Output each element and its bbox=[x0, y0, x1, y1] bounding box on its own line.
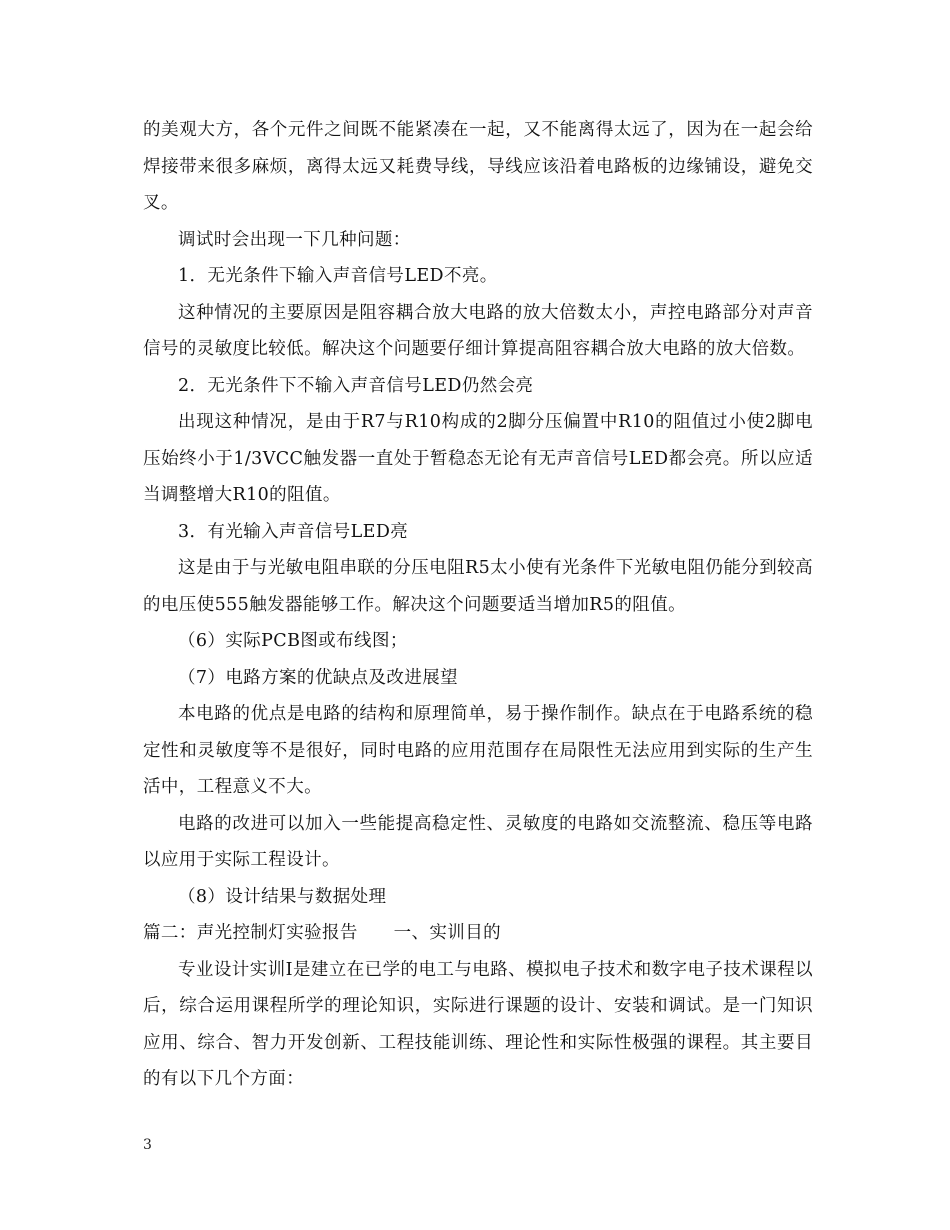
problem-3-heading: 3．有光输入声音信号LED亮 bbox=[178, 521, 409, 542]
paragraph-debug-intro: 调试时会出现一下几种问题： bbox=[178, 229, 411, 250]
chapter-2-heading: 篇二：声光控制灯实验报告 一、实训目的 bbox=[143, 923, 501, 943]
pros-cons-paragraph: 本电路的优点是电路的结构和原理简单，易于操作制作。缺点在于电路系统的稳定性和灵敏度等不是很好，同时电路的应用范围存在局限性无法应用到实际的生产生活中，工程意义不大。 bbox=[143, 704, 813, 797]
problem-1-explanation: 这种情况的主要原因是阻容耦合放大电路的放大倍数太小，声控电路部分对声音信号的灵敏度比较低。解决这个问题要仔细计算提高阻容耦合放大电路的放大倍数。 bbox=[143, 302, 813, 359]
section-8-heading: （8）设计结果与数据处理 bbox=[178, 886, 387, 907]
training-purpose-paragraph: 专业设计实训Ⅰ是建立在已学的电工与电路、模拟电子技术和数字电子技术课程以后，综合运用课程所学的理论知识，实际进行课题的设计、安装和调试。是一门知识应用、综合、智力开发创新、工程技能训练、理论性和实际性极强的课程。其主要目的有以下几个方面： bbox=[143, 959, 813, 1089]
problem-3-explanation: 这是由于与光敏电阻串联的分压电阻R5太小使有光条件下光敏电阻仍能分到较高的电压使555触发器能够工作。解决这个问题要适当增加R5的阻值。 bbox=[143, 558, 813, 615]
section-6-heading: （6）实际PCB图或布线图； bbox=[178, 631, 408, 651]
problem-2-explanation: 出现这种情况，是由于R7与R10构成的2脚分压偏置中R10的阻值过小使2脚电压始终小于1/3VCC触发器一直处于暂稳态无论有无声音信号LED都会亮。所以应适当调整增大R10的阻值。 bbox=[143, 412, 813, 505]
body-text bbox=[143, 112, 813, 1098]
page-number: 3 bbox=[143, 1137, 152, 1153]
problem-2-heading: 2．无光条件下不输入声音信号LED仍然会亮 bbox=[178, 375, 534, 396]
paragraph-continuation: 的美观大方，各个元件之间既不能紧凑在一起，又不能离得太远了，因为在一起会给焊接带来很多麻烦，离得太远又耗费导线，导线应该沿着电路板的边缘铺设，避免交叉。 bbox=[143, 120, 813, 213]
improvement-paragraph: 电路的改进可以加入一些能提高稳定性、灵敏度的电路如交流整流、稳压等电路以应用于实际工程设计。 bbox=[143, 813, 813, 870]
problem-1-heading: 1．无光条件下输入声音信号LED不亮。 bbox=[178, 266, 498, 286]
section-7-heading: （7）电路方案的优缺点及改进展望 bbox=[178, 667, 459, 688]
